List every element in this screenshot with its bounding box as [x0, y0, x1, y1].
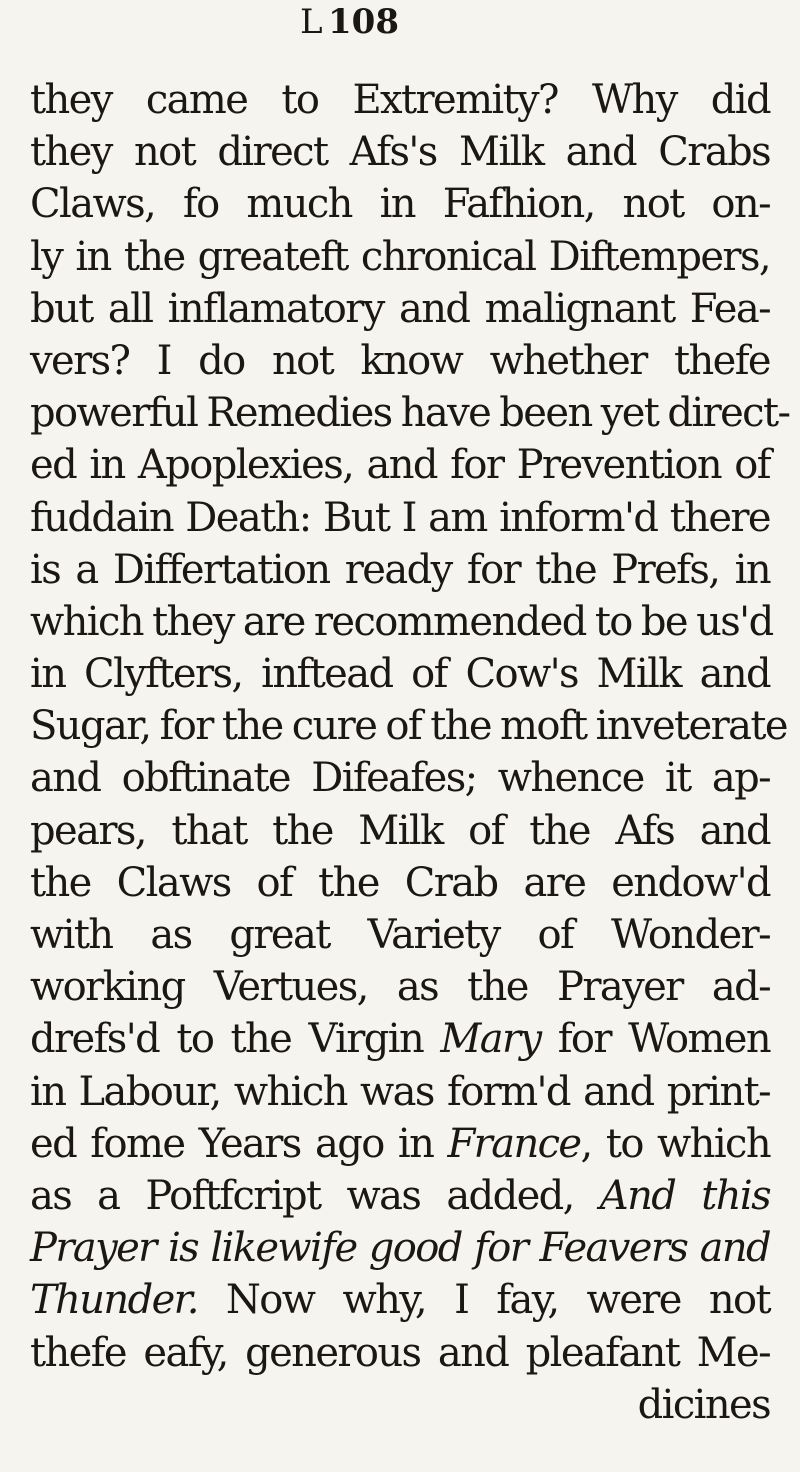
- text-line: they came to Extremity? Why did: [30, 77, 770, 123]
- text-line: [30, 1118, 770, 1170]
- text-segment: Now why, I fay, were not: [197, 1277, 770, 1324]
- text-line: [30, 1274, 770, 1326]
- text-line: they not direct Afs's Milk and Crabs: [30, 129, 770, 176]
- header-mark: L: [300, 2, 323, 42]
- italic-name-mary: Mary: [440, 1016, 541, 1063]
- text-segment: as a Poftfcript was added,: [30, 1172, 600, 1219]
- text-segment: drefs'd to the Virgin: [30, 1016, 441, 1063]
- text-line: in Labour, which was form'd and print-: [30, 1068, 770, 1115]
- text-line: vers? I do not know whether thefe: [30, 337, 770, 384]
- italic-quote: And this: [599, 1172, 770, 1219]
- text-line: [30, 1222, 770, 1274]
- italic-quote: Prayer is likewife good for Feavers and: [30, 1225, 770, 1272]
- text-segment: for Women: [540, 1016, 770, 1063]
- text-line: powerful Remedies have been yet direct-: [30, 390, 790, 437]
- text-line: Sugar, for the cure of the moft inveterate: [30, 703, 787, 750]
- text-line: pears, that the Milk of the Afs and: [30, 807, 770, 854]
- text-line: Claws, fo much in Fafhion, not on-: [30, 181, 770, 228]
- text-line: working Vertues, as the Prayer ad-: [30, 964, 770, 1011]
- text-line: and obftinate Difeafes; whence it ap-: [30, 755, 770, 802]
- text-line: is a Differtation ready for the Prefs, in: [30, 546, 770, 593]
- italic-name-france: France: [447, 1120, 581, 1167]
- text-segment: , to which: [580, 1120, 770, 1167]
- text-line: ed in Apoplexies, and for Prevention of: [30, 442, 770, 489]
- text-segment: ed fome Years ago in: [30, 1120, 448, 1167]
- text-line: which they are recommended to be us'd: [30, 598, 773, 645]
- text-line: thefe eafy, generous and pleafant Me-: [30, 1329, 770, 1376]
- text-line: but all inflamatory and malignant Fea-: [30, 285, 770, 332]
- catchword: dicines: [637, 1381, 770, 1428]
- text-line: [30, 1013, 770, 1065]
- page-number: 108: [328, 2, 399, 42]
- body-text: [30, 74, 790, 1431]
- text-line: ly in the greateft chronical Diftempers,: [30, 233, 770, 280]
- italic-quote: Thunder.: [30, 1277, 198, 1324]
- text-line: with as great Variety of Wonder-: [30, 912, 770, 958]
- text-line: in Clyfters, inftead of Cow's Milk and: [30, 651, 770, 698]
- text-line: [30, 1170, 770, 1222]
- text-line: fuddain Death: But I am inform'd there: [30, 494, 770, 541]
- text-line: the Claws of the Crab are endow'd: [30, 859, 770, 906]
- page-header: [0, 2, 800, 42]
